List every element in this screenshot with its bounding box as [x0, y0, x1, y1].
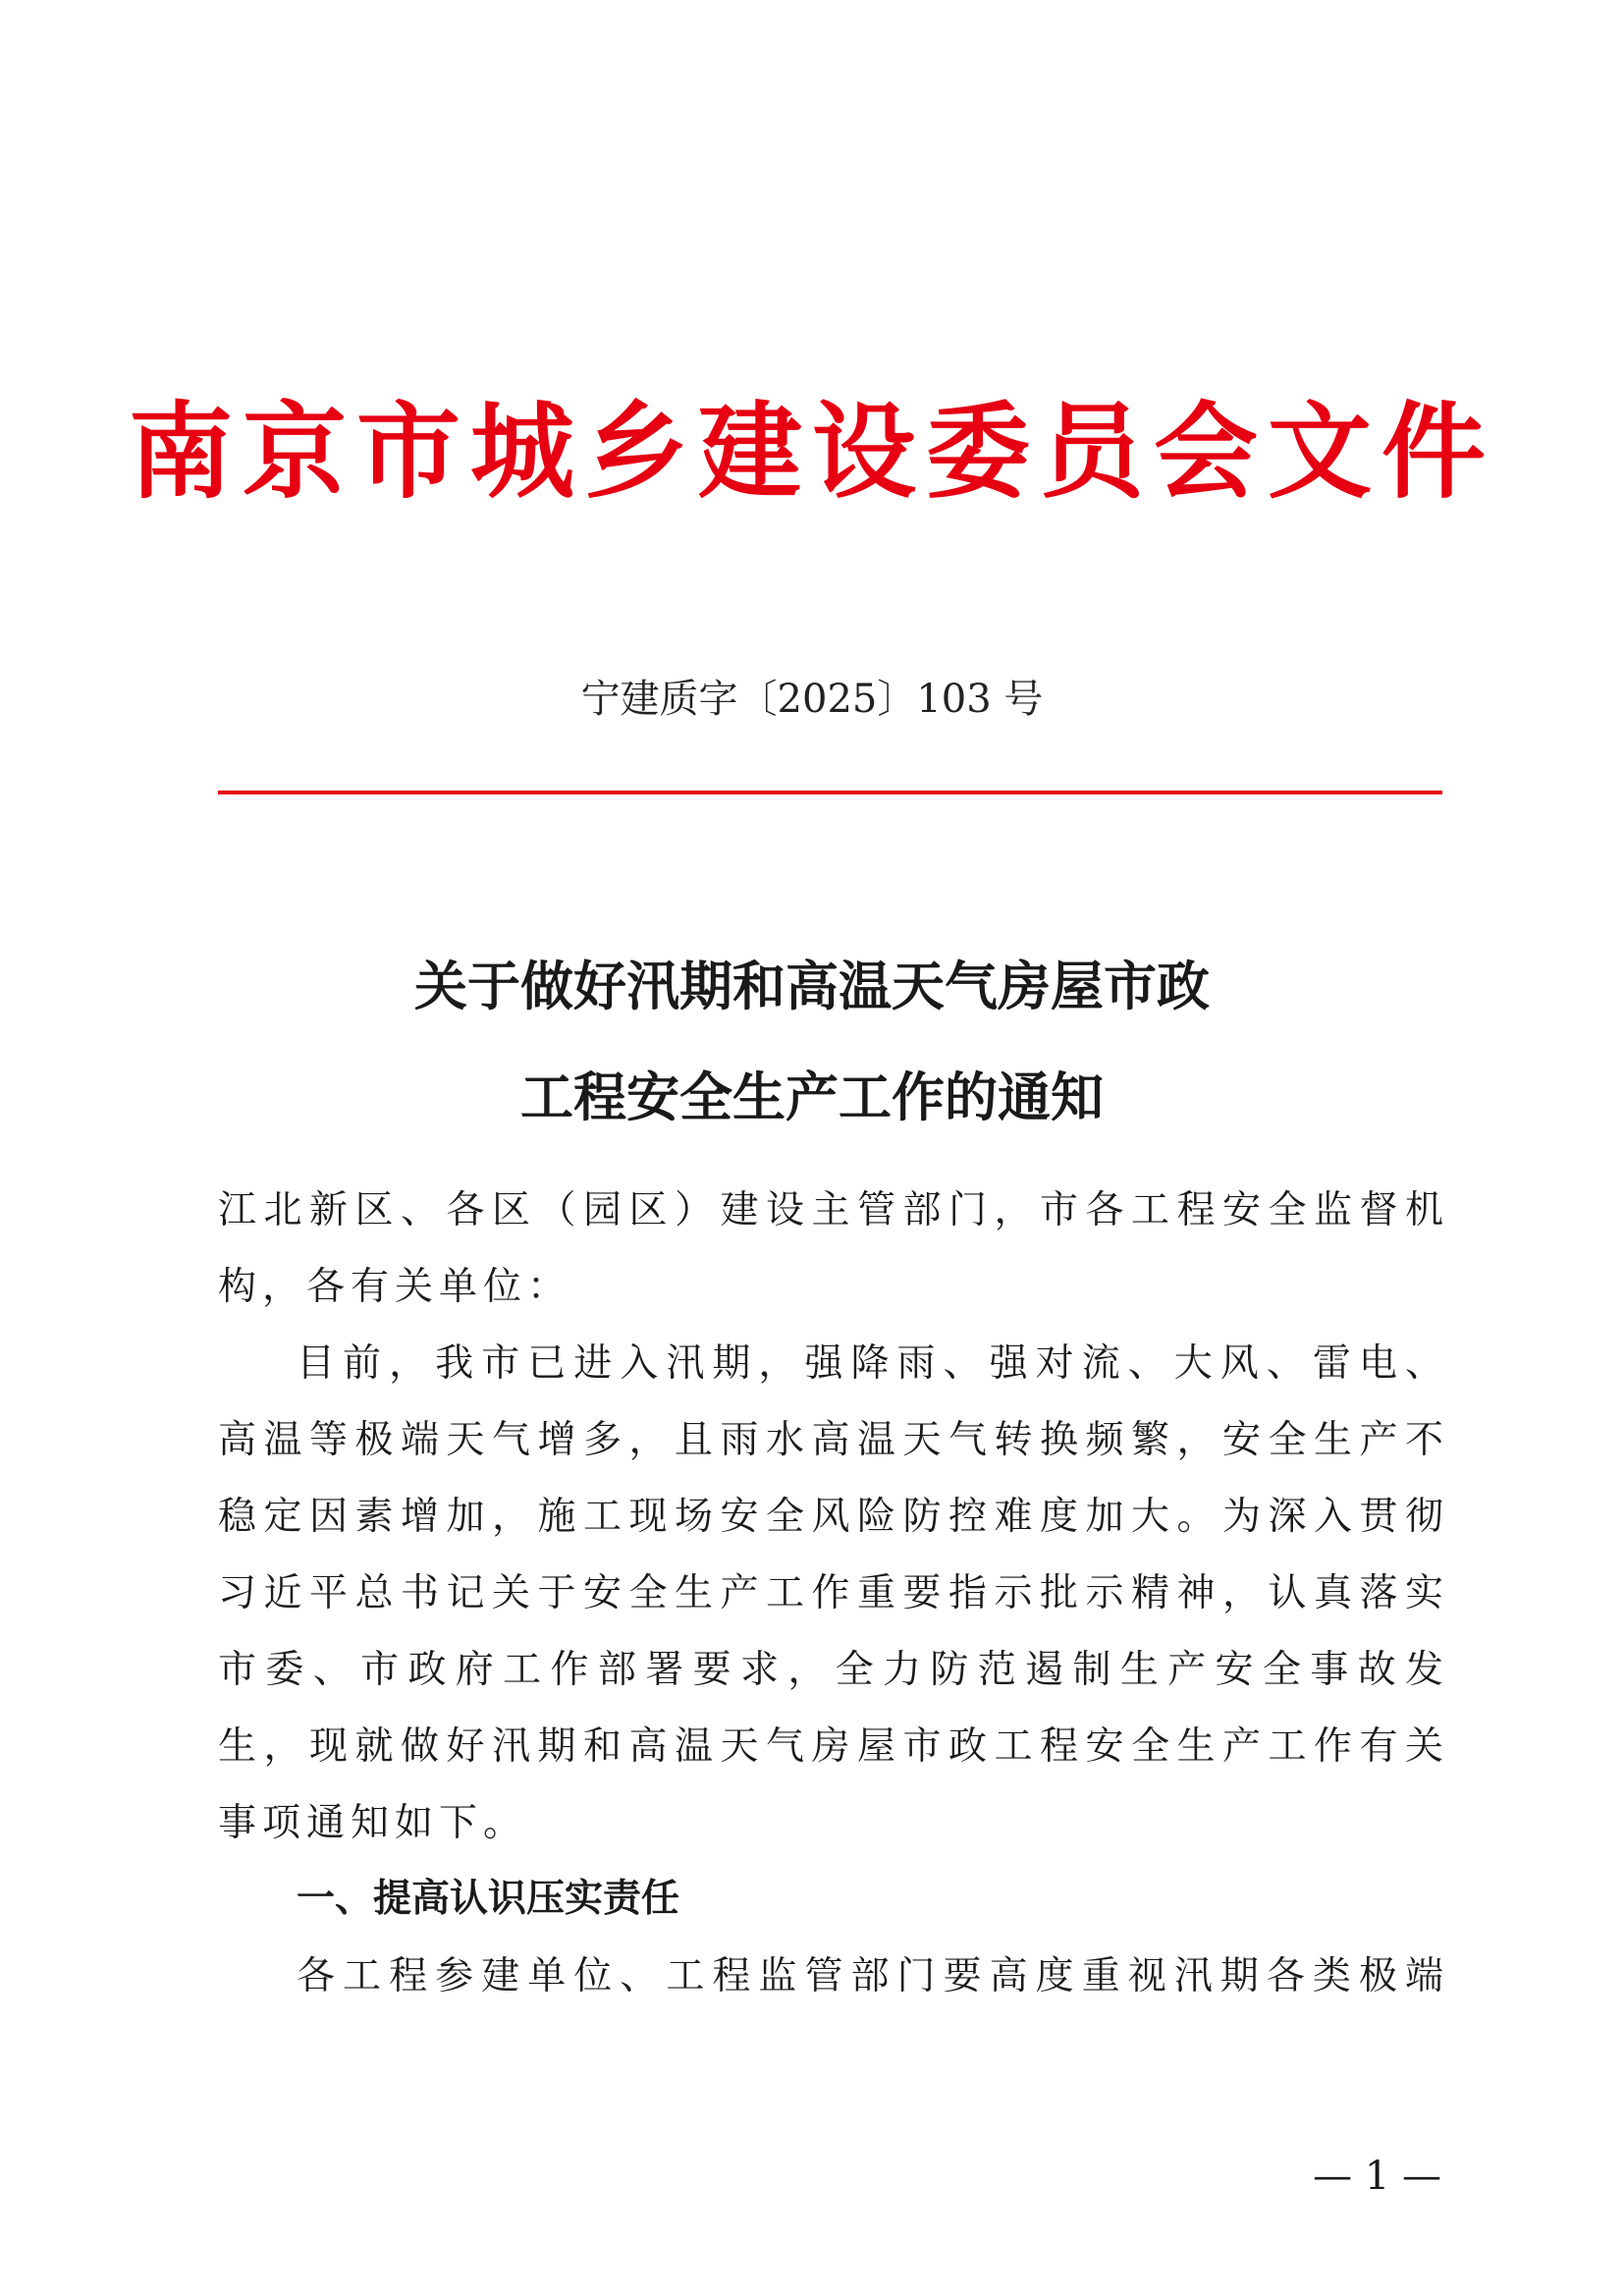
issuer-title: 南京市城乡建设委员会文件	[129, 390, 1495, 513]
section-heading: 一、提高认识压实责任	[297, 1877, 680, 1921]
page-number: — 1 —	[1313, 2154, 1441, 2199]
addressee-line-1: 江北新区、各区（园区）建设主管部门，市各工程安全监督机	[218, 1188, 1443, 1232]
paragraph-line: 事项通知如下。	[218, 1801, 528, 1845]
red-separator-line	[218, 791, 1442, 794]
paragraph-line: 目前，我市已进入汛期，强降雨、强对流、大风、雷电、	[297, 1341, 1443, 1386]
addressee-line-2: 构，各有关单位：	[218, 1265, 572, 1309]
paragraph-line: 高温等极端天气增多，且雨水高温天气转换频繁，安全生产不	[218, 1418, 1443, 1462]
section-paragraph-line: 各工程参建单位、工程监管部门要高度重视汛期各类极端	[297, 1954, 1443, 1998]
paragraph-line: 习近平总书记关于安全生产工作重要指示批示精神，认真落实	[218, 1571, 1443, 1615]
notice-title-line-2: 工程安全生产工作的通知	[520, 1066, 1104, 1128]
document-number: 宁建质字〔2025〕103 号	[580, 677, 1044, 722]
notice-title-line-1: 关于做好汛期和高温天气房屋市政	[414, 956, 1210, 1017]
paragraph-line: 稳定因素增加，施工现场安全风险防控难度加大。为深入贯彻	[218, 1495, 1443, 1539]
paragraph-line: 市委、市政府工作部署要求，全力防范遏制生产安全事故发	[218, 1648, 1443, 1692]
paragraph-line: 生，现就做好汛期和高温天气房屋市政工程安全生产工作有关	[218, 1724, 1443, 1769]
